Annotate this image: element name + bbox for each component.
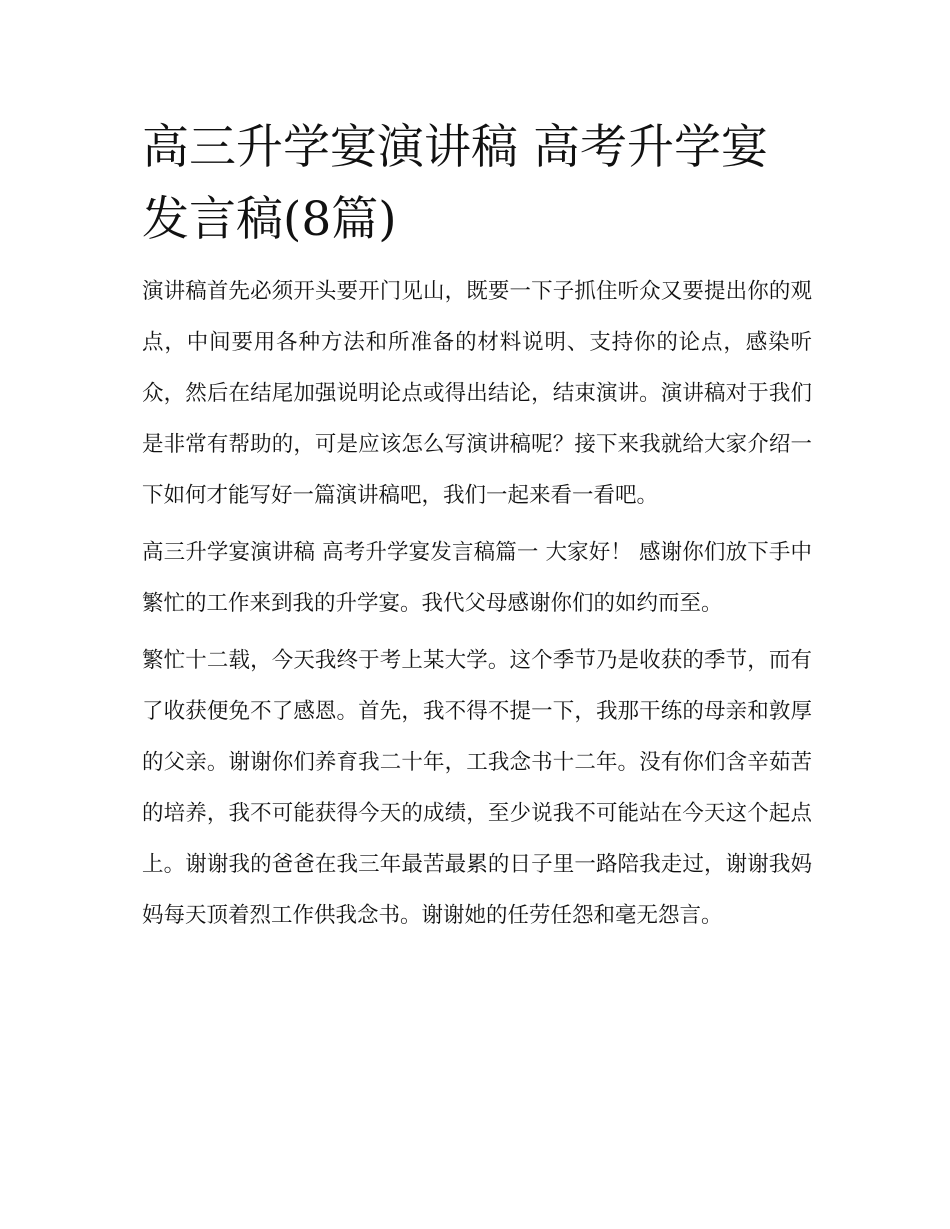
paragraph-intro: 演讲稿首先必须开头要开门见山，既要一下子抓住听众又要提出你的观点，中间要用各种方法和所准备的材料说明、支持你的论点，感染听众，然后在结尾加强说明论点或得出结论，结束演讲。演讲稿对于我们是非常有帮助的，可是应该怎么写演讲稿呢？接下来我就给大家介绍一下如何才能写好一篇演讲稿吧，我们一起来看一看吧。 <box>142 279 812 508</box>
document-body <box>142 112 812 947</box>
paragraph-speech-opening: 高三升学宴演讲稿 高考升学宴发言稿篇一 大家好！ 感谢你们放下手中繁忙的工作来到我的升学宴。我代父母感谢你们的如约而至。 <box>142 540 812 616</box>
paragraph-speech-gratitude: 繁忙十二载，今天我终于考上某大学。这个季节乃是收获的季节，而有了收获便免不了感恩。首先，我不得不提一下，我那干练的母亲和敦厚的父亲。谢谢你们养育我二十年，工我念书十二年。没有你们含辛茹苦的培养，我不可能获得今天的成绩，至少说我不可能站在今天这个起点上。谢谢我的爸爸在我三年最苦最累的日子里一路陪我走过，谢谢我妈妈每天顶着烈工作供我念书。谢谢她的任劳任怨和毫无怨言。 <box>142 648 812 928</box>
document-title: 高三升学宴演讲稿 高考升学宴发言稿(8篇) <box>142 120 768 247</box>
